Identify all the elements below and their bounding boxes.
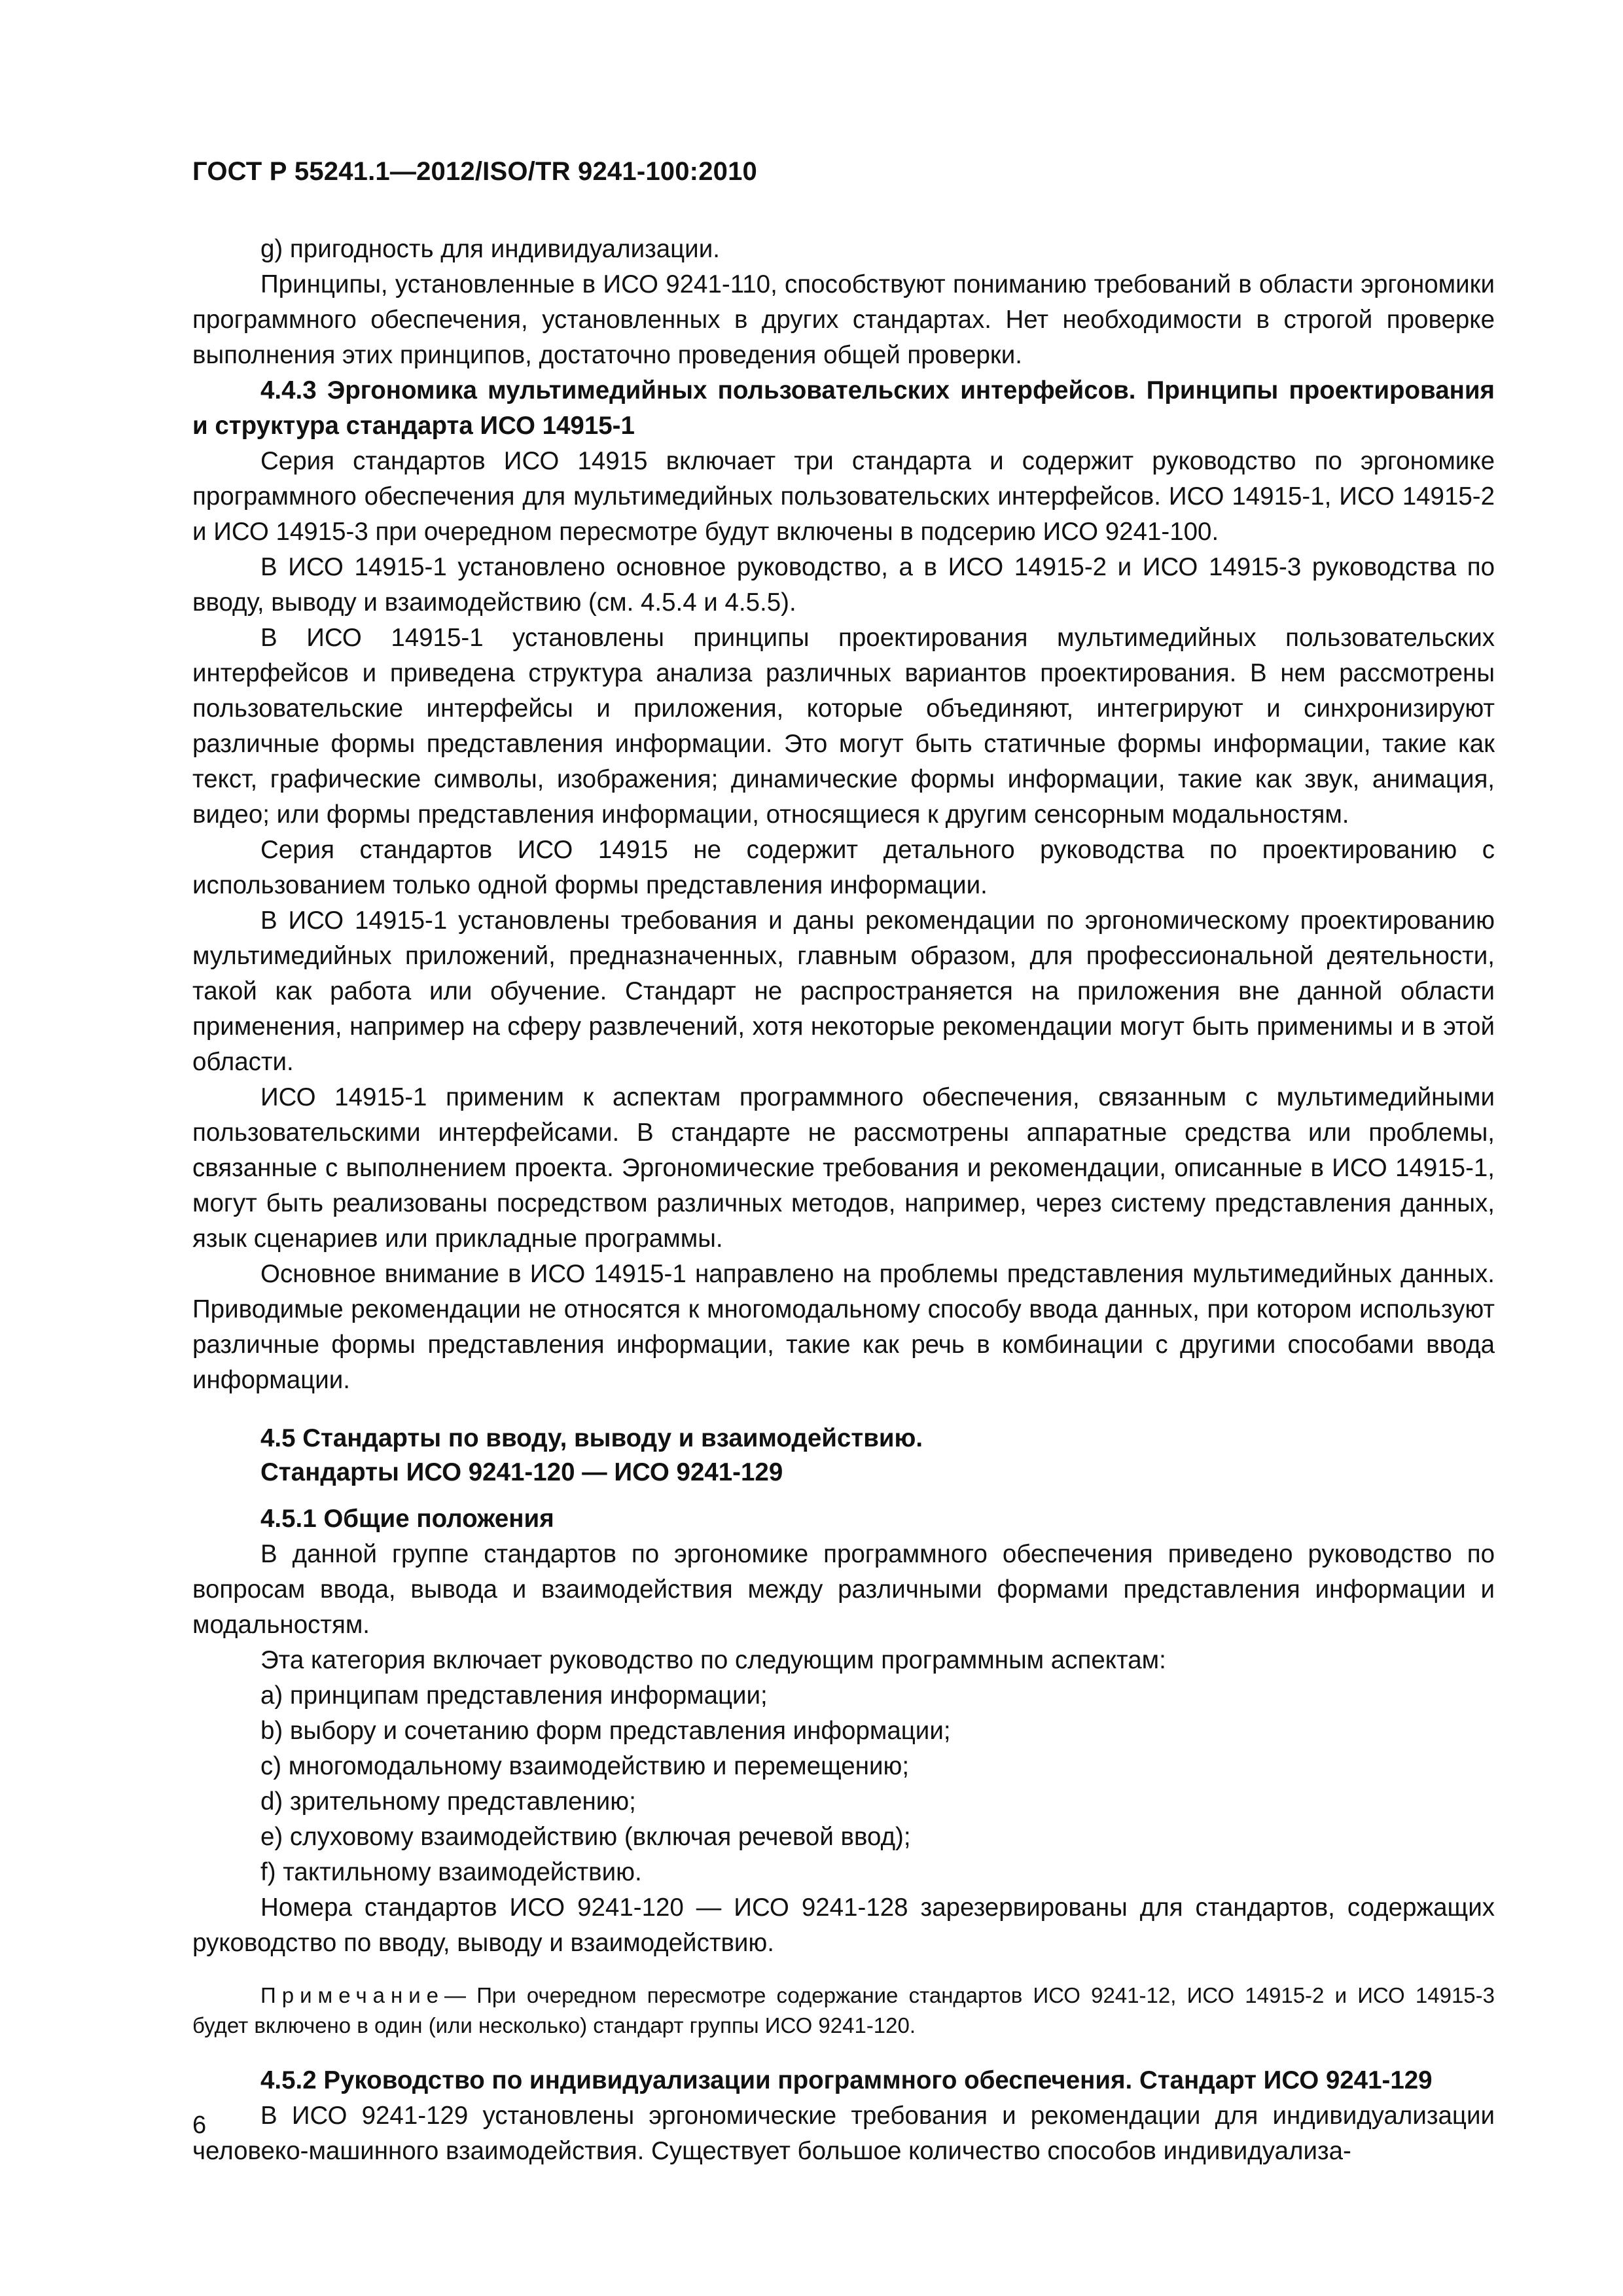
heading-4-5-line2: Стандарты ИСО 9241-120 — ИСО 9241-129	[260, 1458, 783, 1486]
paragraph-reserved-numbers: Номера стандартов ИСО 9241-120 — ИСО 9241-128 зарезервированы для стандартов, содержащих руководство по вводу, выводу и взаимодействию.	[192, 1893, 1495, 1957]
paragraph-iso9241-129: В ИСО 9241-129 установлены эргономические требования и рекомендации для индивидуализации человеко-машинного взаимодействия. Существует большое количество способов индивидуализа-	[192, 2102, 1495, 2165]
paragraph-iso14915-1-scope: ИСО 14915-1 применим к аспектам программного обеспечения, связанным с мультимедийными пользовательскими интерфейсами. В стандарте не рассмотрены аппаратные средства или проблемы, связанные с выполнением проекта. Эргономические требования и рекомендации, описанные в ИСО 14915-1, могут быть реализованы посредством различных методов, например, через систему представления данных, язык сценариев или прикладные программы.	[192, 1083, 1495, 1253]
note	[192, 1981, 1495, 2041]
list-item: f) тактильному взаимодействию.	[260, 1858, 642, 1886]
paragraph-iso14915-1-focus: Основное внимание в ИСО 14915-1 направлено на проблемы представления мультимедийных данных. Приводимые рекомендации не относятся к многомодальному способу ввода данных, при котором используют различные формы представления информации, такие как речь в комбинации с другими способами ввода информации.	[192, 1260, 1495, 1394]
heading-4-5-2: 4.5.2 Руководство по индивидуализации программного обеспечения. Стандарт ИСО 9241-129	[260, 2066, 1433, 2094]
paragraph-iso14915-1-main: В ИСО 14915-1 установлено основное руководство, а в ИСО 14915-2 и ИСО 14915-3 руководства по вводу, выводу и взаимодействию (см. 4.5.4 и 4.5.5).	[192, 553, 1495, 617]
paragraph-group-guidance: В данной группе стандартов по эргономике программного обеспечения приведено руководство по вопросам ввода, вывода и взаимодействия между различными формами представления информации и модальностям.	[192, 1540, 1495, 1639]
paragraph-category-intro: Эта категория включает руководство по следующим программным аспектам:	[260, 1646, 1166, 1674]
paragraph-iso14915-1-principles: В ИСО 14915-1 установлены принципы проектирования мультимедийных пользовательских интерфейсов и приведена структура анализа различных вариантов проектирования. В нем рассмотрены пользовательские интерфейсы и приложения, которые объединяют, интегрируют и синхронизируют различные формы представления информации. Это могут быть статичные формы информации, такие как текст, графические символы, изображения; динамические формы информации, такие как звук, анимация, видео; или формы представления информации, относящиеся к другим сенсорным модальностям.	[192, 624, 1495, 829]
list-item: c) многомодальному взаимодействию и перемещению;	[260, 1752, 910, 1780]
heading-4-5-line1: 4.5 Стандарты по вводу, выводу и взаимодействию.	[260, 1424, 923, 1452]
document-code-header: ГОСТ Р 55241.1—2012/ISO/TR 9241-100:2010	[192, 157, 757, 186]
heading-4-4-3: 4.4.3 Эргономика мультимедийных пользовательских интерфейсов. Принципы проектирования и структура стандарта ИСО 14915-1	[192, 376, 1495, 440]
paragraph-iso14915-no-detail: Серия стандартов ИСО 14915 не содержит детального руководства по проектированию с использованием только одной формы представления информации.	[192, 836, 1495, 899]
paragraph-iso14915-1-requirements: В ИСО 14915-1 установлены требования и даны рекомендации по эргономическому проектированию мультимедийных приложений, предназначенных, главным образом, для профессиональной деятельности, такой как работа или обучение. Стандарт не распространяется на приложения вне данной области применения, например на сферу развлечений, хотя некоторые рекомендации могут быть применимы и в этой области.	[192, 906, 1495, 1076]
heading-4-5-1: 4.5.1 Общие положения	[260, 1505, 554, 1533]
list-item-g: g) пригодность для индивидуализации.	[260, 235, 720, 263]
list-item: a) принципам представления информации;	[260, 1681, 768, 1710]
page-number: 6	[192, 2111, 207, 2139]
list-item: d) зрительному представлению;	[260, 1787, 636, 1816]
heading-4-5	[192, 1422, 1495, 1490]
list-item: e) слуховому взаимодействию (включая речевой ввод);	[260, 1823, 911, 1851]
note-label: Примечание	[260, 1983, 445, 2007]
document-body	[192, 232, 1495, 2169]
note-text: — При очередном пересмотре содержание стандартов ИСО 9241-12, ИСО 14915-2 и ИСО 14915-3 будет включено в один (или несколько) стандарт группы ИСО 9241-120.	[192, 1983, 1495, 2037]
paragraph-iso14915-series: Серия стандартов ИСО 14915 включает три стандарта и содержит руководство по эргономике программного обеспечения для мультимедийных пользовательских интерфейсов. ИСО 14915-1, ИСО 14915-2 и ИСО 14915-3 при очередном пересмотре будут включены в подсерию ИСО 9241-100.	[192, 447, 1495, 546]
list-item: b) выбору и сочетанию форм представления информации;	[260, 1717, 951, 1745]
paragraph-principles: Принципы, установленные в ИСО 9241-110, способствуют пониманию требований в области эргономики программного обеспечения, установленных в других стандартах. Нет необходимости в строгой проверке выполнения этих принципов, достаточно проведения общей проверки.	[192, 270, 1495, 369]
